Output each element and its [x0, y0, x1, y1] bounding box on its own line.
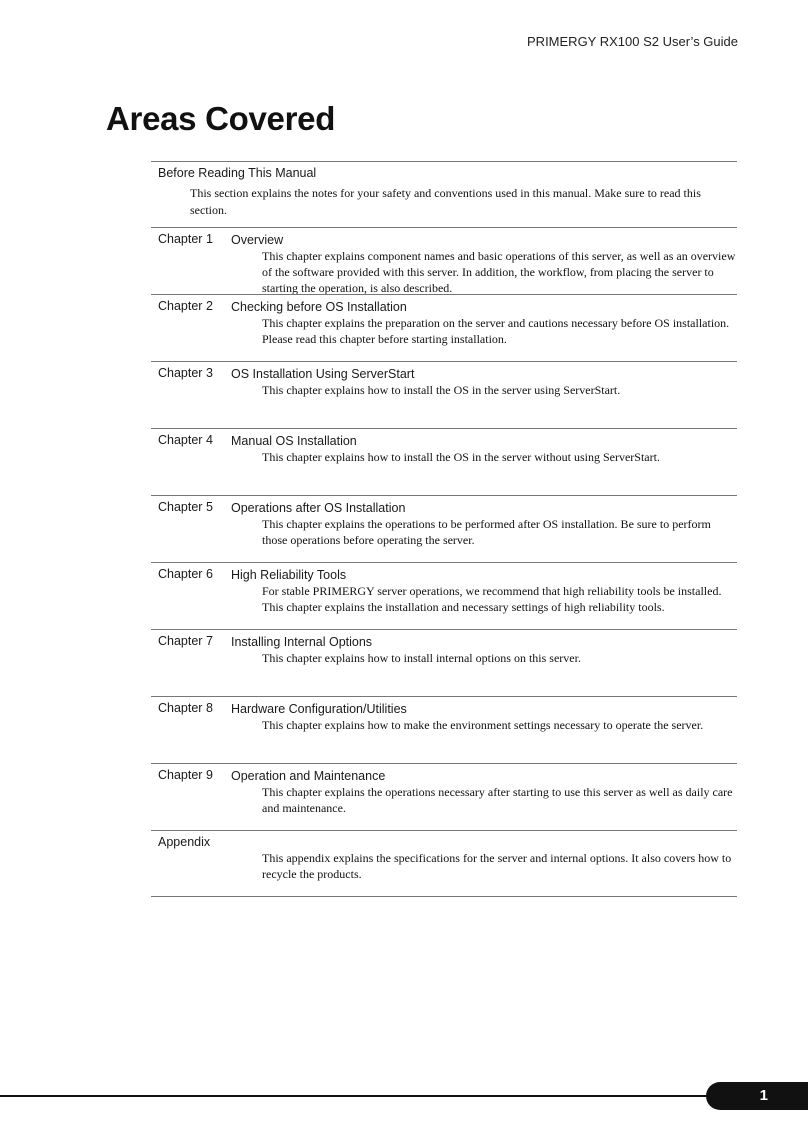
intro-section: [151, 161, 737, 227]
chapter-label: Chapter 5: [158, 500, 213, 514]
chapter-description: This chapter explains the preparation on the server and cautions necessary before OS installation. Please read this chapter before starting installation.: [262, 316, 730, 346]
chapter-description: This chapter explains the operations necessary after starting to use this server as well as daily care and maintenance.: [262, 785, 733, 815]
chapter-title: OS Installation Using ServerStart: [231, 367, 415, 381]
intro-title: Before Reading This Manual: [158, 166, 317, 180]
page-number-tab: [706, 1082, 808, 1110]
chapter-entry: [151, 629, 737, 696]
chapter-entry: [151, 294, 737, 361]
chapter-title: Operation and Maintenance: [231, 769, 386, 783]
chapter-title: Checking before OS Installation: [231, 300, 407, 314]
chapter-description: This chapter explains how to install the OS in the server using ServerStart.: [262, 383, 621, 397]
chapter-description: This chapter explains how to install the OS in the server without using ServerStart.: [262, 450, 660, 464]
appendix-description: This appendix explains the specifications for the server and internal options. It also covers how to recycle the products.: [262, 851, 732, 881]
areas-covered-list: [151, 161, 737, 897]
chapter-label: Chapter 6: [158, 567, 213, 581]
chapter-title: Installing Internal Options: [231, 635, 373, 649]
chapter-description: This chapter explains how to install internal options on this server.: [262, 651, 581, 665]
chapter-title: Manual OS Installation: [231, 434, 357, 448]
running-header: PRIMERGY RX100 S2 User’s Guide: [527, 34, 738, 49]
chapter-label: Chapter 1: [158, 232, 213, 246]
chapter-label: Chapter 7: [158, 634, 213, 648]
chapter-label: Chapter 9: [158, 768, 213, 782]
chapter-description: This chapter explains how to make the environment settings necessary to operate the server.: [262, 718, 704, 732]
appendix-label: Appendix: [158, 835, 211, 849]
chapter-label: Chapter 2: [158, 299, 213, 313]
chapter-entry: [151, 763, 737, 830]
chapter-title: Overview: [231, 233, 284, 247]
intro-description: This section explains the notes for your safety and conventions used in this manual. Make sure to read this section.: [190, 186, 701, 217]
chapter-title: Hardware Configuration/Utilities: [231, 702, 407, 716]
chapter-entry: [151, 361, 737, 428]
chapter-description: For stable PRIMERGY server operations, we recommend that high reliability tools be installed. This chapter explains the installation and necessary settings of high reliability tools.: [262, 584, 722, 614]
chapter-label: Chapter 4: [158, 433, 213, 447]
chapter-title: High Reliability Tools: [231, 568, 347, 582]
chapter-description: This chapter explains component names and basic operations of this server, as well as an overview of the software provided with this server. In addition, the workflow, from placing the server to starting the operation, is also described.: [262, 249, 736, 295]
chapter-description: This chapter explains the operations to be performed after OS installation. Be sure to perform those operations before operating the server.: [262, 517, 711, 547]
chapter-label: Chapter 8: [158, 701, 213, 715]
chapter-title: Operations after OS Installation: [231, 501, 406, 515]
page-number: 1: [759, 1087, 768, 1104]
chapter-entry: [151, 227, 737, 294]
appendix-entry: [151, 830, 737, 897]
chapter-entry: [151, 696, 737, 763]
chapter-entry: [151, 428, 737, 495]
page-title: Areas Covered: [106, 100, 336, 137]
footer-rule: [0, 1095, 712, 1097]
chapter-entry: [151, 562, 737, 629]
chapter-entry: [151, 495, 737, 562]
chapter-label: Chapter 3: [158, 366, 213, 380]
